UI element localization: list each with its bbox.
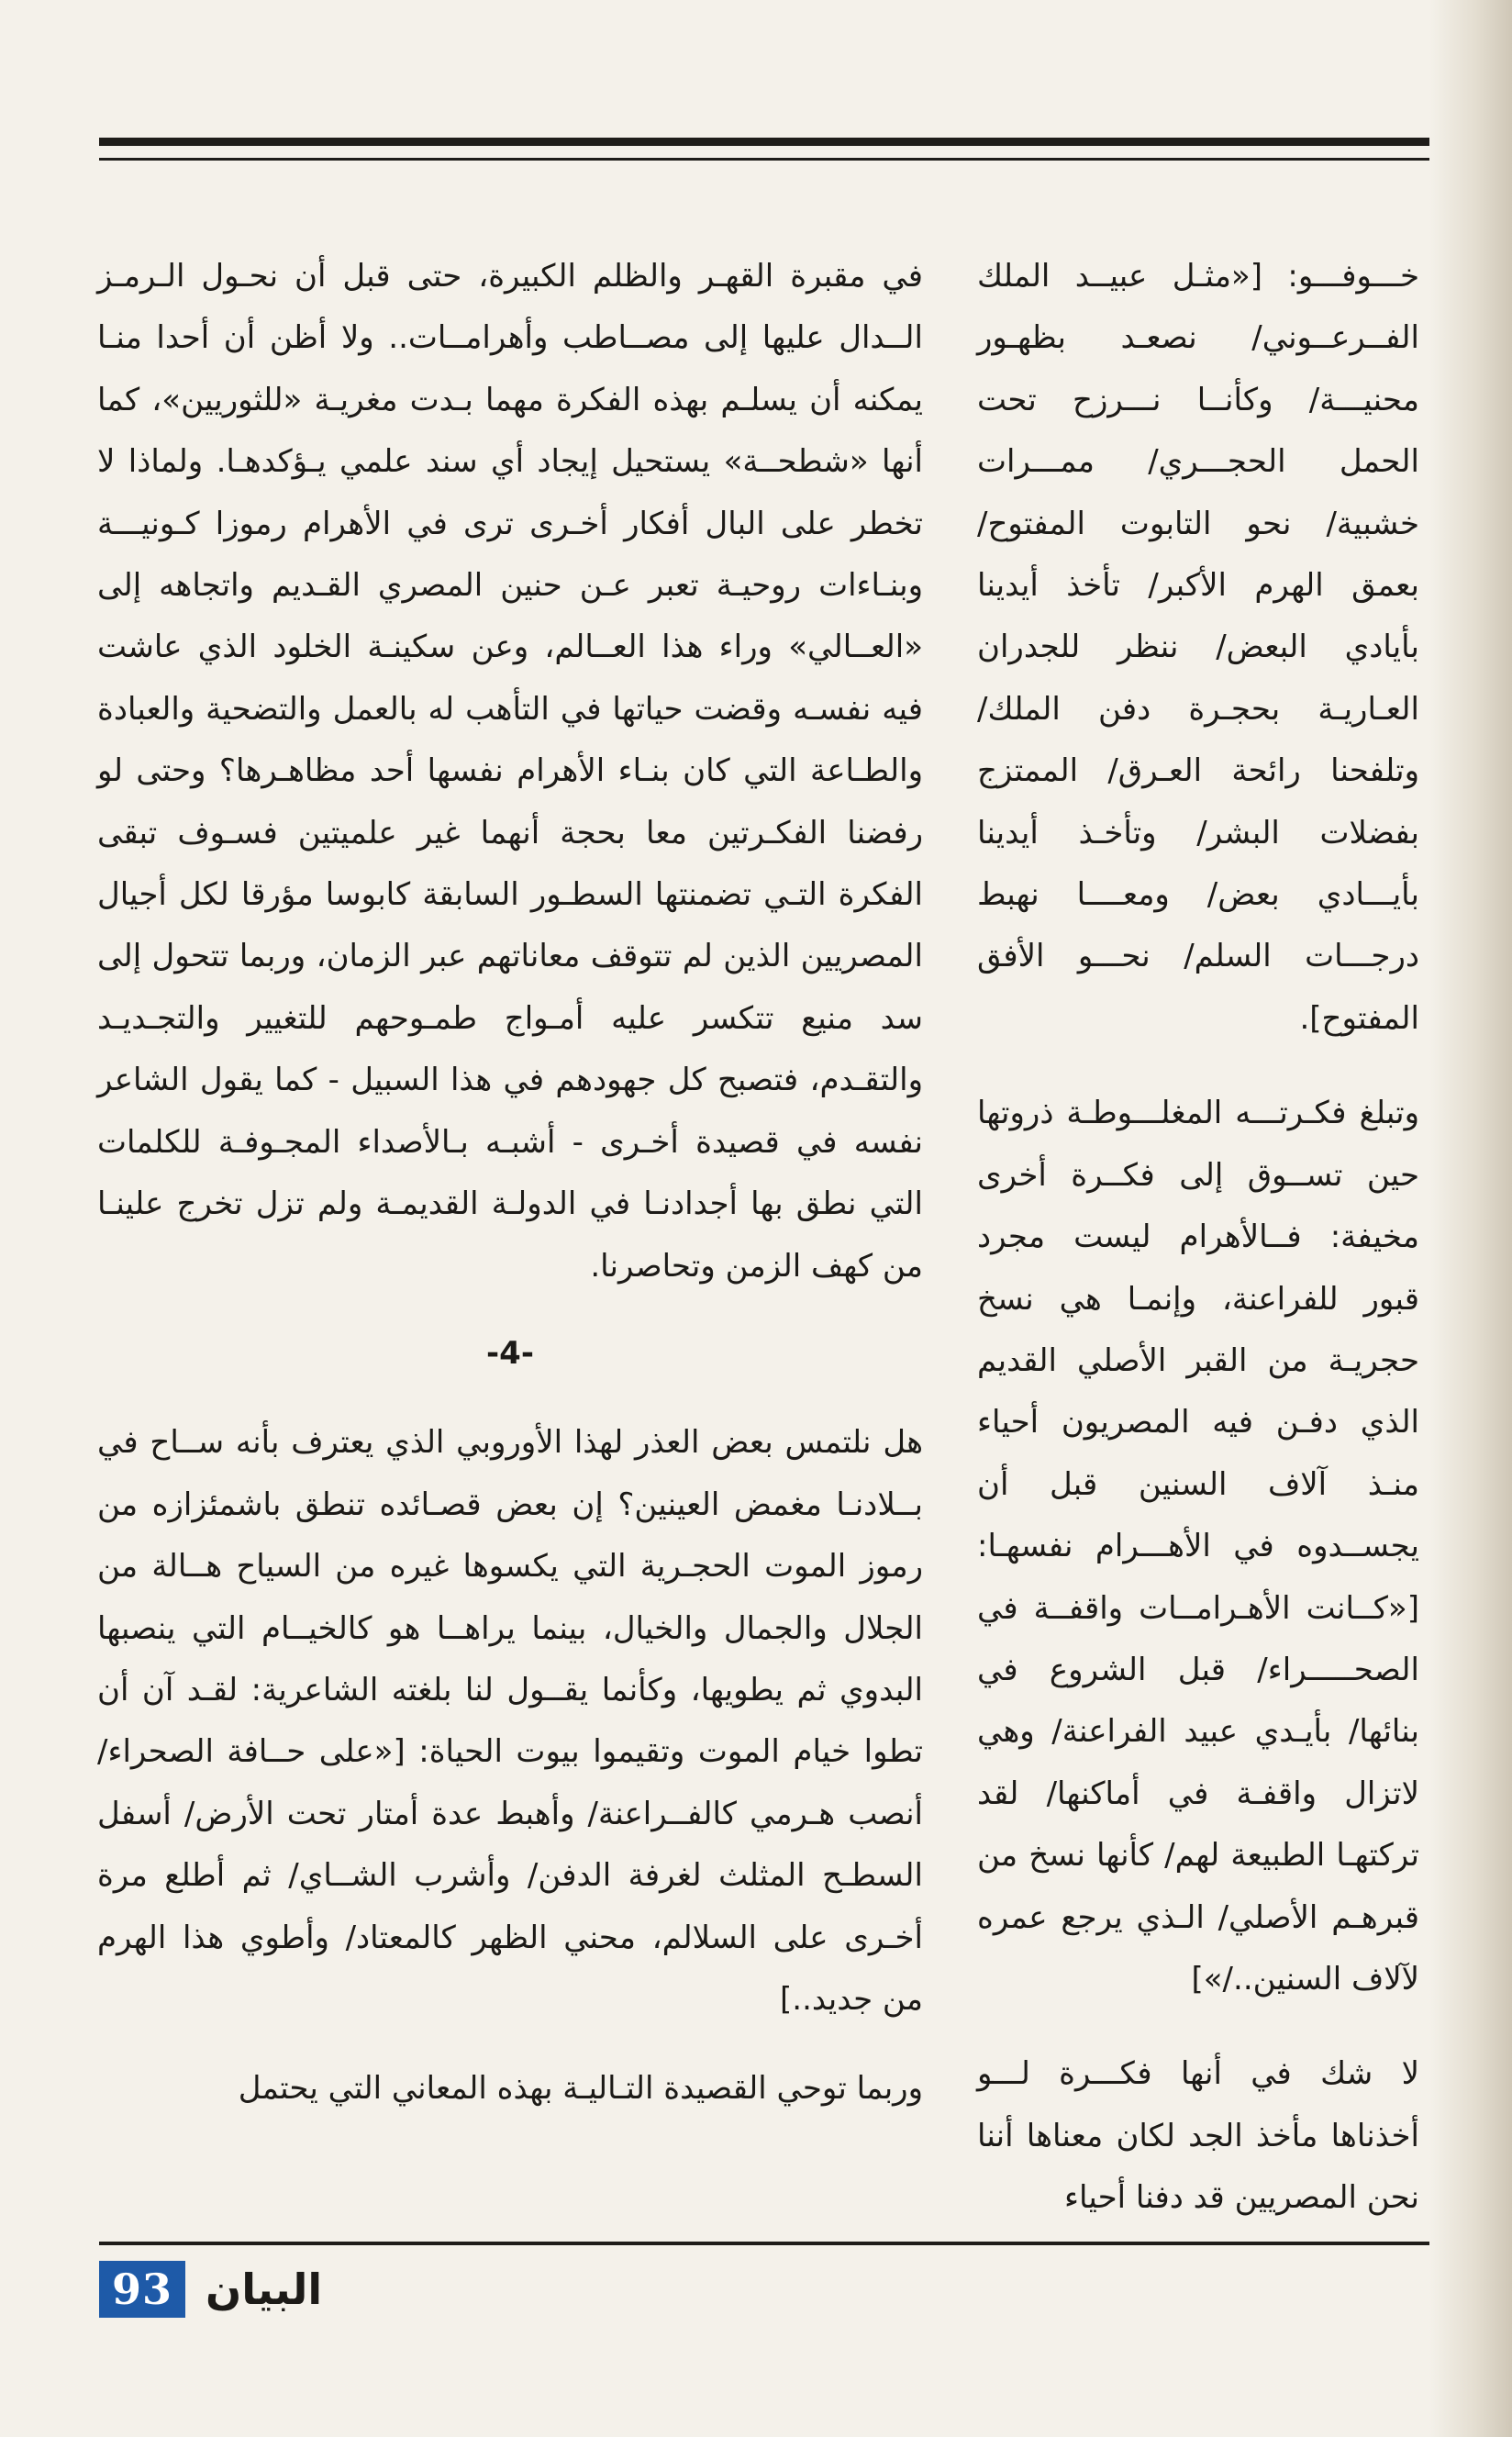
section-number: -4- bbox=[486, 1334, 534, 1372]
page-binding-shadow bbox=[1429, 0, 1512, 2437]
right-text-column bbox=[977, 246, 1419, 2230]
left-column-paragraph-3: وربما توحي القصيدة التـاليـة بهذه المعاني التي يحتمل bbox=[238, 2070, 923, 2108]
right-column-paragraph-1: خـــوفـــو: [«مثـل عبيــد الملك الفــرعــوني/ نصعـد بظهـور محنيـــة/ وكأنــا نـــرزح تحت الحمل الحجـــري/ ممـــرات خشبية/ نحو التابوت المفتوح/ بعمق الهرم الأكبر/ تأخذ أيدينا بأيادي البعض/ ننظر للجدران العـاريـة بحجـرة دفن الملك/ وتلفحنا رائحة العـرق/ الممتزج بفضلات البشر/ وتأخـذ أيدينا بأيـــادي بعض/ ومعــــا نهبط درجـــات السلم/ نحـــو الأفق المفتوح]. bbox=[977, 258, 1419, 1037]
page-number: 93 bbox=[99, 2261, 185, 2318]
right-column-paragraph-2: وتبلغ فكـرتـــه المغلـــوطـة ذروتها حين تســوق إلى فكــرة أخرى مخيفة: فــالأهرام ليست مجرد قبور للفراعنة، وإنمـا هي نسخ حجريـة من القبر الأصلي القديم الذي دفـن فيه المصريون أحياء منـذ آلاف السنين قبل أن يجســدوه في الأهـــرام نفسهـا: [«كــانت الأهـرامــات واقفــة في الصحـــــراء/ قبل الشروع في بنائها/ بأيـدي عبيد الفراعنة/ وهي لاتزال واقفـة في أماكنها/ لقد تركتهـا الطبيعة لهم/ كأنها نسخ من قبرهـم الأصلي/ الـذي يرجع عمره لآلاف السنين../»] bbox=[977, 1095, 1419, 1997]
left-column-paragraph-1: في مقبرة القهـر والظلم الكبيرة، حتى قبل أن نحـول الـرمـز الــدال عليها إلى مصــاطب وأهرامــات.. ولا أظن أن أحدا منـا يمكنه أن يسلـم بهذه الفكرة مهما بـدت مغريـة «للثوريين»، كما أنها «شطحــة» يستحيل إيجاد أي سند علمي يـؤكدهـا. ولماذا لا تخطر على البال أفكار أخـرى ترى في الأهرام رموزا كـونيـــة وبنـاءات روحيـة تعبر عـن حنين المصري القـديم واتجاهه إلى «العــالي» وراء هذا العــالم، وعن سكينـة الخلود الذي عاشت فيه نفسـه وقضت حياتها في التأهب له بالعمل والتضحية والعبادة والطـاعة التي كان بنـاء الأهرام نفسها أحد مظاهـرها؟ وحتى لو رفضنا الفكـرتين معا بحجة أنهما غير علميتين فسـوف تبقى الفكرة التـي تضمنتها السطـور السابقة كابوسا مؤرقا لكل أجيال المصريين الذين لم تتوقف معاناتهم عبر الزمان، وربما تتحول إلى سد منيع تتكسر عليه أمـواج طمـوحهم للتغيير والتجـديـد والتقـدم، فتصبح كل جهودهم في هذا السبيل - كما يقول الشاعر نفسه في قصيدة أخـرى - أشبـه بـالأصداء المجـوفـة للكلمات التي نطق بها أجدادنـا في الدولـة القديمـة ولم تزل تخرج علينـا من كهف الزمن وتحاصرنا. bbox=[97, 258, 923, 1285]
left-column-paragraph-2: هل نلتمس بعض العذر لهذا الأوروبي الذي يعترف بأنه ســاح في بــلادنـا مغمض العينين؟ إن بعض قصـائده تنطق باشمئزازه من رموز الموت الحجـرية التي يكسوها غيره من السياح هــالة من الجلال والجمال والخيال، بينما يراهــا هو كالخيــام التي ينصبها البدوي ثم يطويها، وكأنما يقــول لنا بلغته الشاعرية: لقـد آن أن تطوا خيام الموت وتقيموا بيوت الحياة: [«على حــافة الصحراء/ أنصب هـرمي كالفــراعنة/ وأهبط عدة أمتار تحت الأرض/ أسفل السطـح المثلث لغرفة الدفن/ وأشرب الشــاي/ ثم أطلع مرة أخـرى على السلالم، محني الظهر كالمعتاد/ وأطوي هذا الهرم من جديد..] bbox=[97, 1424, 923, 2018]
header-rule-thick bbox=[99, 138, 1429, 146]
magazine-name: البيان bbox=[206, 2265, 323, 2314]
left-text-column bbox=[97, 246, 923, 2120]
header-rule-thin bbox=[99, 158, 1429, 161]
footer-rule bbox=[99, 2242, 1429, 2245]
right-column-paragraph-3: لا شك في أنها فكـــرة لـــو أخذناها مأخذ الجد لكان معناها أننا نحن المصريين قد دفنا أحياء bbox=[977, 2055, 1419, 2217]
page-footer bbox=[99, 2257, 322, 2321]
